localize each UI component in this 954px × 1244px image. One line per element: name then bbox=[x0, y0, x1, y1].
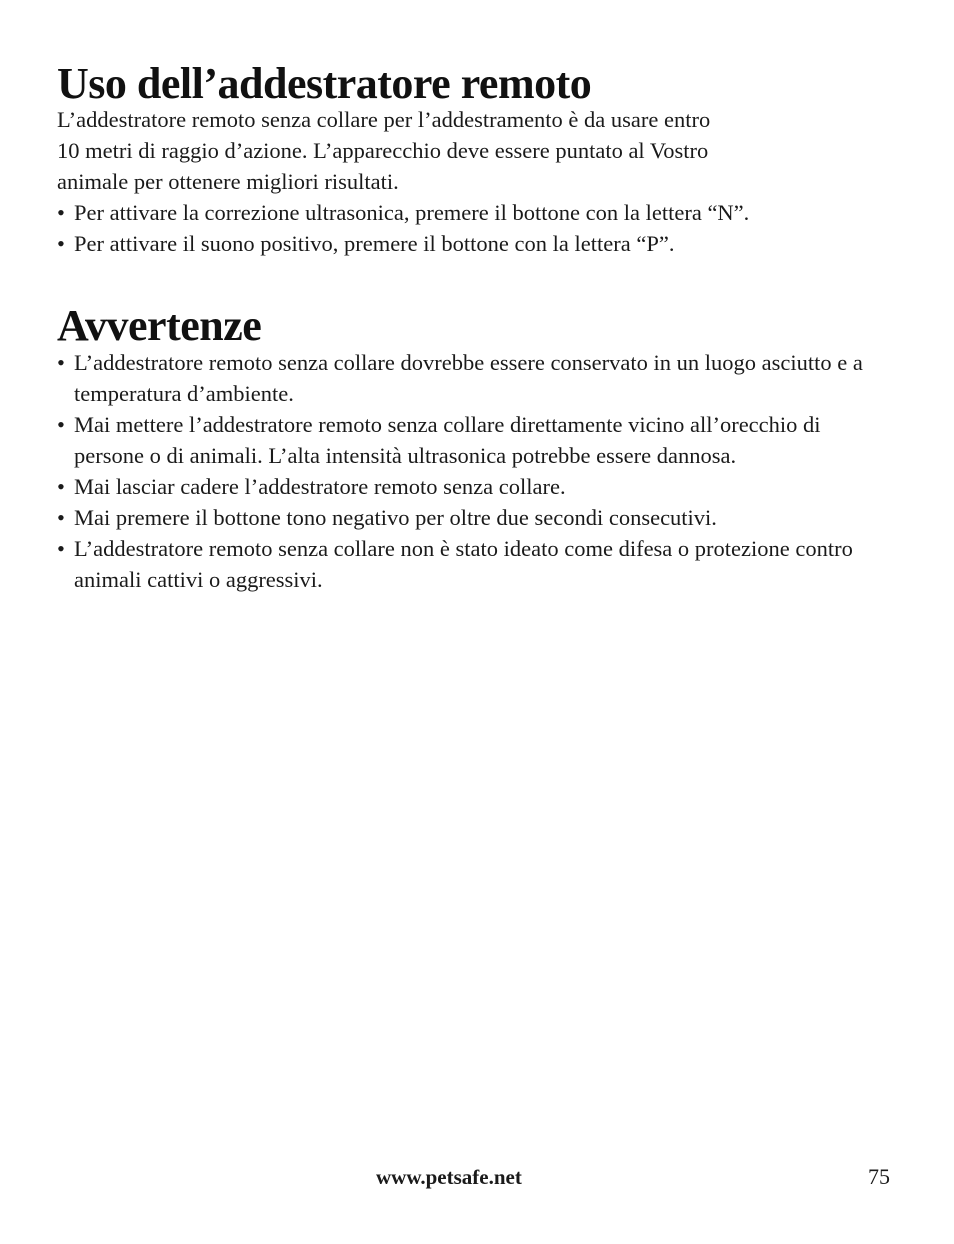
bullet-icon: • bbox=[57, 505, 65, 530]
list-item-text: Per attivare la correzione ultrasonica, premere il bottone con la lettera “N”. bbox=[74, 200, 750, 225]
paragraph-line: animale per ottenere migliori risultati. bbox=[57, 169, 399, 194]
footer-website-link[interactable]: www.petsafe.net bbox=[376, 1165, 522, 1189]
bullet-icon: • bbox=[57, 231, 65, 256]
list-item-text: Mai mettere l’addestratore remoto senza collare direttamente vicino all’orecchio di persone o di animali. L’alta intensità ultrasonica potrebbe essere dannosa. bbox=[74, 412, 821, 468]
bullet-icon: • bbox=[57, 536, 65, 561]
list-item-text: L’addestratore remoto senza collare non è stato ideato come difesa o protezione contro animali cattivi o aggressivi. bbox=[74, 536, 853, 592]
list-item bbox=[57, 533, 877, 595]
list-item bbox=[57, 502, 877, 533]
list-item-text: Mai premere il bottone tono negativo per oltre due secondi consecutivi. bbox=[74, 505, 717, 530]
list-item bbox=[57, 347, 877, 409]
list-item bbox=[57, 409, 877, 471]
usage-bullet-list bbox=[57, 197, 907, 259]
bullet-icon: • bbox=[57, 474, 65, 499]
list-item-text: Per attivare il suono positivo, premere il bottone con la lettera “P”. bbox=[74, 231, 675, 256]
bullet-icon: • bbox=[57, 200, 65, 225]
list-item bbox=[57, 197, 907, 228]
intro-paragraph bbox=[57, 104, 907, 197]
list-item bbox=[57, 228, 907, 259]
bullet-icon: • bbox=[57, 412, 65, 437]
paragraph-line: L’addestratore remoto senza collare per l’addestramento è da usare entro bbox=[57, 107, 711, 132]
section-title-warnings: Avvertenze bbox=[57, 301, 262, 350]
list-item-text: L’addestratore remoto senza collare dovrebbe essere conservato in un luogo asciutto e a temperatura d’ambiente. bbox=[74, 350, 863, 406]
page-number: 75 bbox=[868, 1164, 890, 1189]
list-item-text: Mai lasciar cadere l’addestratore remoto senza collare. bbox=[74, 474, 566, 499]
section-title-remote-use: Uso dell’addestratore remoto bbox=[57, 59, 592, 108]
warnings-bullet-list bbox=[57, 347, 877, 595]
bullet-icon: • bbox=[57, 350, 65, 375]
paragraph-line: 10 metri di raggio d’azione. L’apparecchio deve essere puntato al Vostro bbox=[57, 138, 709, 163]
list-item bbox=[57, 471, 877, 502]
